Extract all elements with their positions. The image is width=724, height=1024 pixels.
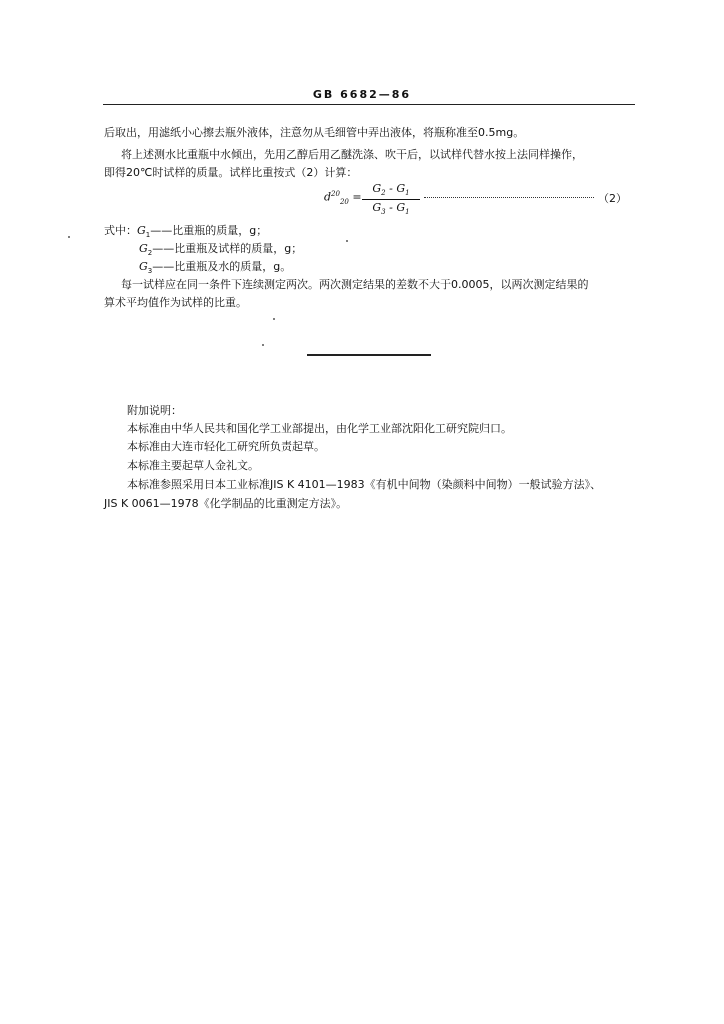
notes-title: 附加说明： xyxy=(127,404,182,417)
variable-definition: $G_2——$比重瓶及试样的质量，g； xyxy=(139,242,303,258)
note-line: 本标准由中华人民共和国化学工业部提出，由化学工业部沈阳化工研究院归口。 xyxy=(127,422,512,435)
scan-speck xyxy=(273,318,275,320)
body-line-2: 将上述测水比重瓶中水倾出，先用乙醇后用乙醚洗涤、吹干后，以试样代替水按上法同样操作， xyxy=(121,148,583,161)
formula-numerator: $G_2 - G_1$ xyxy=(362,182,420,200)
scan-speck xyxy=(346,240,348,242)
section-end-rule xyxy=(307,354,431,356)
equation-number: （2） xyxy=(598,192,627,205)
header-rule xyxy=(103,104,635,105)
dot-leader xyxy=(424,191,594,198)
scan-speck xyxy=(68,236,70,238)
note-line: 本标准参照采用日本工业标准JIS K 4101—1983《有机中间物（染颜料中间物）一般试验方法》、 xyxy=(127,478,602,491)
specific-gravity-formula xyxy=(324,182,644,216)
paragraph-line: 算术平均值作为试样的比重。 xyxy=(104,296,247,309)
paragraph-line: 每一试样应在同一条件下连续测定两次。两次测定结果的差数不大于0.0005，以两次测定结果的 xyxy=(121,278,589,291)
note-line: JIS K 0061—1978《化学制品的比重测定方法》。 xyxy=(104,497,348,510)
standard-number-header: GB 6682—86 xyxy=(312,88,412,101)
variable-definition: 式中：$G_1——$比重瓶的质量，g； xyxy=(104,224,268,240)
variable-definition: $G_3——$比重瓶及水的质量，g。 xyxy=(139,260,292,276)
formula-lhs: $d^{20}_{20}$ = xyxy=(324,190,362,206)
note-line: 本标准由大连市轻化工研究所负责起草。 xyxy=(127,440,325,453)
formula-fraction xyxy=(362,182,420,216)
body-line-1: 后取出，用滤纸小心擦去瓶外液体，注意勿从毛细管中弄出液体，将瓶称准至0.5mg。 xyxy=(104,126,525,139)
note-line: 本标准主要起草人金礼文。 xyxy=(127,459,259,472)
scan-speck xyxy=(262,344,264,346)
formula-denominator: $G_3 - G_1$ xyxy=(372,201,410,217)
body-line-3: 即得20℃时试样的质量。试样比重按式（2）计算： xyxy=(104,166,358,179)
